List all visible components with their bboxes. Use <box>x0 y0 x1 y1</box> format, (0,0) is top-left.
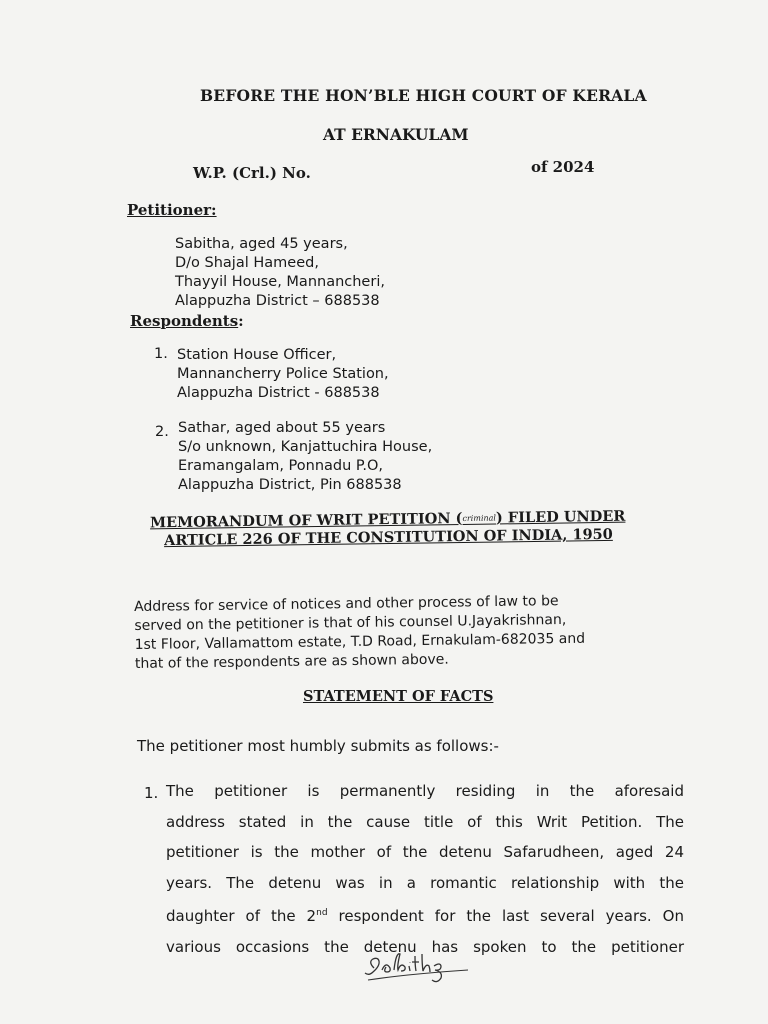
petitioner-address <box>175 235 385 311</box>
line-text: respondent for the last several years. On <box>327 907 684 926</box>
address-line: D/o Shajal Hameed, <box>175 255 319 271</box>
address-line: Alappuzha District, Pin 688538 <box>178 477 402 493</box>
paragraph-1 <box>166 776 684 963</box>
paragraph-line: address stated in the cause title of this Writ Petition. The <box>166 812 684 831</box>
service-address <box>134 592 586 674</box>
case-year: of 2024 <box>531 158 595 176</box>
address-line: Eramangalam, Ponnadu P.O, <box>178 458 384 474</box>
address-line: Sathar, aged about 55 years <box>178 420 386 436</box>
paragraph-line <box>166 898 684 932</box>
text-line: served on the petitioner is that of his counsel U.Jayakrishnan, <box>134 611 567 634</box>
case-number: W.P. (Crl.) No. <box>193 164 311 182</box>
respondent-1-address <box>177 346 389 403</box>
address-line: Alappuzha District – 688538 <box>175 293 380 309</box>
court-location: AT ERNAKULAM <box>323 125 469 144</box>
text-line: Address for service of notices and other process of law to be <box>134 593 559 615</box>
address-line: Sabitha, aged 45 years, <box>175 236 348 252</box>
memorandum-text: MEMORANDUM OF WRIT PETITION ( <box>149 509 463 532</box>
paragraph-line: various occasions the detenu has spoken to the petitioner <box>166 937 684 956</box>
respondent-2-address <box>178 419 432 495</box>
paragraph-line: The petitioner is permanently residing in the aforesaid <box>166 782 684 800</box>
paragraph-number: 1. <box>144 784 159 802</box>
paragraph-line: years. The detenu was in a romantic relationship with the <box>166 873 684 892</box>
respondent-number: 1. <box>154 346 168 362</box>
address-line: Mannancherry Police Station, <box>177 366 389 382</box>
statement-of-facts-heading: STATEMENT OF FACTS <box>303 688 494 705</box>
address-line: Thayyil House, Mannancheri, <box>175 274 385 290</box>
ordinal-suffix: nd <box>316 908 328 919</box>
signature-image <box>360 944 480 990</box>
respondents-heading <box>130 312 244 330</box>
memorandum-title-line-2: ARTICLE 226 OF THE CONSTITUTION OF INDIA, 1950 <box>163 525 613 550</box>
respondent-number: 2. <box>155 424 169 440</box>
line-text: daughter of the 2 <box>166 907 317 926</box>
court-title: BEFORE THE HON’BLE HIGH COURT OF KERALA <box>200 86 647 105</box>
respondents-label: Respondents <box>130 312 239 330</box>
text-line: 1st Floor, Vallamattom estate, T.D Road, Ernakulam-682035 and <box>134 630 586 653</box>
text-line: that of the respondents are as shown above. <box>134 651 449 672</box>
handwritten-insert: criminal <box>462 513 497 523</box>
paragraph-line: petitioner is the mother of the detenu Safarudheen, aged 24 <box>166 843 684 862</box>
petitioner-label: Petitioner: <box>127 201 217 219</box>
intro-text: The petitioner most humbly submits as follows:- <box>137 737 499 755</box>
address-line: Station House Officer, <box>177 347 337 363</box>
address-line: S/o unknown, Kanjattuchira House, <box>178 439 433 455</box>
respondents-colon: : <box>238 312 244 330</box>
memorandum-text: ) FILED UNDER <box>495 507 626 527</box>
address-line: Alappuzha District - 688538 <box>177 385 380 401</box>
